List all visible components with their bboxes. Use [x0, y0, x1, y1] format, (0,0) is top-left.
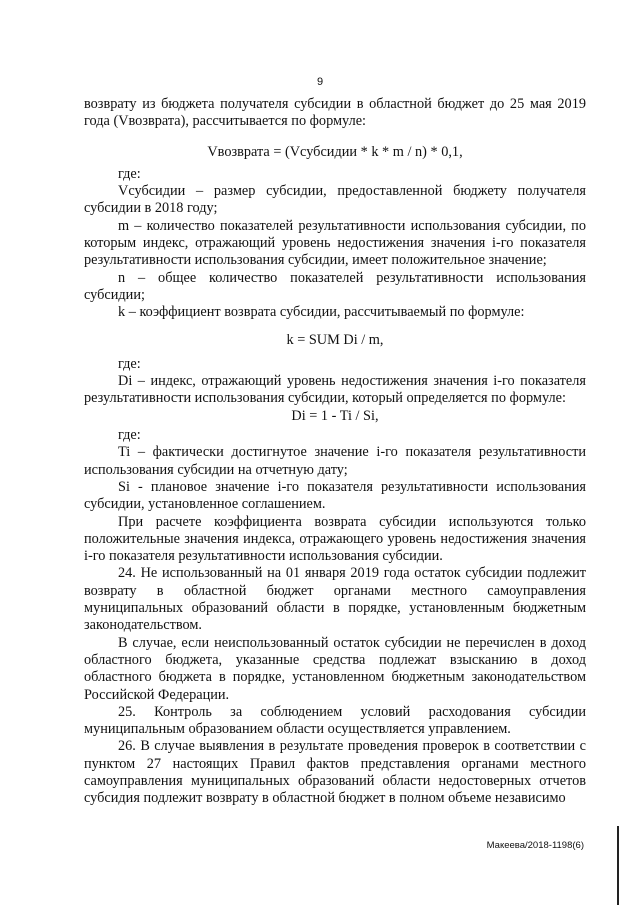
- clause-25: 25. Контроль за соблюдением условий расходования субсидии муниципальным образованием области осуществляется управлением.: [84, 703, 586, 738]
- clause-26: 26. В случае выявления в результате проведения проверок в соответствии с пунктом 27 настоящих Правил фактов представления органами местного самоуправления муниципальных образований области недостоверных отчетов субсидия подлежит возврату в областной бюджет в полном объеме независимо: [84, 738, 586, 807]
- where-label: где:: [118, 165, 141, 182]
- edge-rule: [617, 826, 619, 905]
- where-label: где:: [118, 355, 141, 372]
- definition-k: k – коэффициент возврата субсидии, рассчитываемый по формуле:: [118, 304, 525, 321]
- formula-di: Di = 1 - Ti / Si,: [291, 407, 379, 424]
- formula-vreturn: Vвозврата = (Vсубсидии * k * m / n) * 0,1,: [207, 143, 463, 160]
- definition-m: m – количество показателей результативности использования субсидии, по которым индекс, отражающий уровень недостижения значения i-го показателя результативности использования субсидии, имеет положительное значение;: [84, 217, 586, 269]
- definition-vsubsidy: Vсубсидии – размер субсидии, предоставленной бюджету получателя субсидии в 2018 году;: [84, 183, 586, 217]
- where-label: где:: [118, 427, 141, 444]
- document-footer-code: Макеева/2018-1198(6): [486, 840, 584, 851]
- document-body: [84, 96, 586, 808]
- paragraph-continuation: возврату из бюджета получателя субсидии в областной бюджет до 25 мая 2019 года (Vвозврата), рассчитывается по формуле:: [84, 96, 586, 130]
- definition-ti: Ti – фактически достигнутое значение i-го показателя результативности использования субсидии на отчетную дату;: [84, 444, 586, 478]
- page-number: 9: [316, 76, 324, 88]
- formula-k: k = SUM Di / m,: [286, 331, 384, 348]
- clause-24-recovery: В случае, если неиспользованный остаток субсидии не перечислен в доход областного бюджета, указанные средства подлежат взысканию в доход областного бюджета в порядке, установленном бюджетным законодательством Российской Федерации.: [84, 634, 586, 703]
- definition-di: Di – индекс, отражающий уровень недостижения значения i-го показателя результативности использования субсидии, который определяется по формуле:: [84, 373, 586, 407]
- definition-n: n – общее количество показателей результативности использования субсидии;: [84, 269, 586, 303]
- paragraph-calculation-note: При расчете коэффициента возврата субсидии используются только положительные значения индекса, отражающего уровень недостижения значения i-го показателя результативности использования субсидии.: [84, 513, 586, 565]
- clause-24: 24. Не использованный на 01 января 2019 года остаток субсидии подлежит возврату в областной бюджет органами местного самоуправления муниципальных образований области в порядке, установленным бюджетным законодательством.: [84, 565, 586, 634]
- definition-si: Si - плановое значение i-го показателя результативности использования субсидии, установленное соглашением.: [84, 478, 586, 513]
